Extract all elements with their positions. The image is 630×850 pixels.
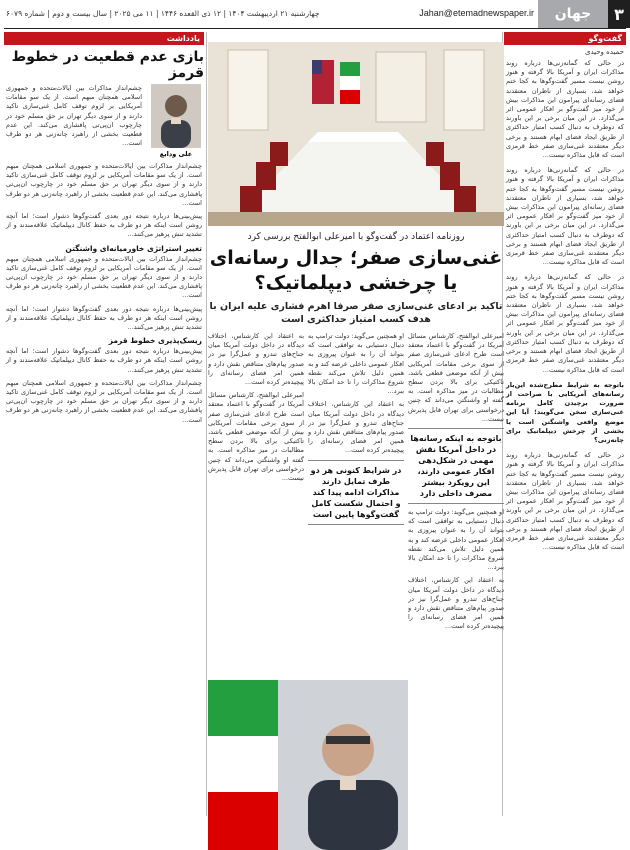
- page-number: ۳: [608, 0, 630, 28]
- story-subheadline: تاکید بر ادعای غنی‌سازی صفر صرفا اهرم فشاری علیه ایران با هدف کسب امتیاز حداکثری است: [209, 301, 503, 325]
- negotiation-room-photo: [208, 42, 504, 226]
- main-story: [208, 32, 504, 816]
- story-col-right-text: امیرعلی ابوالفتح، کارشناس مسائل آمریکا در گفت‌وگو با اعتماد معتقد است طرح ادعای غنی‌سازی صفر از سوی برخی مقامات آمریکایی بیش از آنکه موضعی قطعی باشد، تاکتیکی برای بالا بردن سطح مطالبات در میز مذاکره است. به گفته او واشنگتن می‌داند که چنین درخواستی برای تهران قابل پذیرش نیست...: [408, 332, 504, 423]
- interview-question: باتوجه به شرایط مطرح‌شده این‌بار رسانه‌های آمریکایی با صراحت از ضرورت برچیدن کامل برنامه غنی‌سازی سخن می‌گویند؛ آیا این موضع واقعی واشنگتن است یا بخشی از چرخش دیپلماتیک برای چانه‌زنی؟: [506, 380, 624, 444]
- header-rule: [4, 28, 626, 29]
- opinion-body-2: پیش‌بینی‌ها درباره نتیجه دور بعدی گفت‌وگوها دشوار است؛ اما آنچه روشن است اینکه هر دو طرف به حفظ کانال دیپلماتیک علاقه‌مندند و از تشدید تنش پرهیز می‌کنند...: [6, 212, 202, 239]
- story-headline: غنی‌سازی صفر؛ جدال رسانه‌ای یا چرخشی دیپلماتیک؟: [209, 247, 503, 294]
- opinion-body-5: پیش‌بینی‌ها درباره نتیجه دور بعدی گفت‌وگوها دشوار است؛ اما آنچه روشن است اینکه هر دو طرف به حفظ کانال دیپلماتیک علاقه‌مندند و از تشدید تنش پرهیز می‌کنند...: [6, 347, 202, 374]
- opinion-body-4: پیش‌بینی‌ها درباره نتیجه دور بعدی گفت‌وگوها دشوار است؛ اما آنچه روشن است اینکه هر دو طرف به حفظ کانال دیپلماتیک علاقه‌مندند و از تشدید تنش پرهیز می‌کنند...: [6, 304, 202, 332]
- interview-intro-repeat: در حالی که گمانه‌زنی‌ها درباره روند مذاکرات ایران و آمریکا بالا گرفته و هنوز روشن نیست مسیر گفت‌وگوها به کجا ختم خواهد شد، بسیاری از ناظران معتقدند فضای رسانه‌ای پیرامون این مذاکرات بیش از خود میز گفت‌وگو بر افکار عمومی اثر می‌گذارد. در این میان برخی بر این باورند که دوطرف به دنبال کسب امتیاز حداکثری از طریق ایجاد فضای ابهام هستند و برخی دیگر معتقدند غنی‌سازی صفر خط قرمزی است که قابل مذاکره نیست...: [506, 166, 624, 267]
- dateline: چهارشنبه ۲۱ اردیبهشت ۱۴۰۴ | ۱۲ ذی القعده ۱۴۴۶ | ۱۱ می ۲۰۲۵ | سال بیست و دوم | شماره ۶۰۷۹: [6, 9, 320, 18]
- story-col-right: [408, 332, 504, 816]
- opinion-subhead-2: ریسک‌پذیری خطوط قرمز: [108, 336, 202, 346]
- story-col-left-text: به اعتقاد این کارشناس، اختلاف دیدگاه در داخل دولت آمریکا میان جناح‌های تندرو و عمل‌گرا نیز در صدور پیام‌های متناقض نقش دارد و همین امر فضای رسانه‌ای را پیچیده‌تر کرده است...: [208, 332, 304, 387]
- interview-tag: گفت‌وگو: [504, 32, 626, 45]
- story-col-right-text-3: به اعتقاد این کارشناس، اختلاف دیدگاه در داخل دولت آمریکا میان جناح‌های تندرو و عمل‌گرا نیز در صدور پیام‌های متناقض نقش دارد و همین امر فضای رسانه‌ای را پیچیده‌تر کرده است...: [408, 576, 504, 631]
- opinion-body-3: چشم‌انداز مذاکرات بین ایالات‌متحده و جمهوری اسلامی همچنان مبهم است. از یک سو مقامات آمریکایی بر لزوم توقف کامل غنی‌سازی تاکید دارند و از سوی دیگر تهران بر حق مسلم خود در چارچوب ان‌پی‌تی پافشاری می‌کند. این عدم قطعیت بخشی از راهبرد چانه‌زنی هر دو طرف است...: [6, 254, 202, 300]
- interview-intro: در حالی که گمانه‌زنی‌ها درباره روند مذاکرات ایران و آمریکا بالا گرفته و هنوز روشن نیست مسیر گفت‌وگوها به کجا ختم خواهد شد، بسیاری از ناظران معتقدند فضای رسانه‌ای پیرامون این مذاکرات بیش از خود میز گفت‌وگو بر افکار عمومی اثر می‌گذارد. در این میان برخی بر این باورند که دوطرف به دنبال کسب امتیاز حداکثری از طریق ایجاد فضای ابهام هستند و برخی دیگر معتقدند غنی‌سازی صفر خط قرمزی است که قابل مذاکره نیست...: [506, 59, 624, 160]
- interview-byline: حمیده وحیدی: [584, 48, 624, 56]
- opinion-body-top: چشم‌انداز مذاکرات بین ایالات‌متحده و جمهوری اسلامی همچنان مبهم است. از یک سو مقامات آمریکایی بر لزوم توقف کامل غنی‌سازی تاکید دارند و از سوی دیگر تهران بر حق مسلم خود در چارچوب ان‌پی‌تی پافشاری می‌کند. این عدم قطعیت بخشی از راهبرد چانه‌زنی هر دو طرف است...: [6, 84, 142, 148]
- section-email[interactable]: Jahan@etemadnewspaper.ir: [419, 8, 534, 18]
- pull-quote-1: باتوجه به اینکه رسانه‌ها در داخل آمریکا نقش مهمی در شکل‌دهی افکار عمومی دارند، این رویکرد بیشتر مصرف داخلی دارد: [408, 428, 504, 504]
- page-header: [0, 0, 630, 28]
- opinion-subhead-1: تغییر استراتژی خاورمیانه‌ای واشنگتن: [65, 243, 202, 253]
- pull-quote-2: در شرایط کنونی هر دو طرف تمایل دارند مذاکرات ادامه پیدا کند و احتمال شکست کامل گفت‌وگوها پایین است: [308, 460, 404, 525]
- opinion-column: [4, 32, 204, 816]
- interview-answer: در حالی که گمانه‌زنی‌ها درباره روند مذاکرات ایران و آمریکا بالا گرفته و هنوز روشن نیست مسیر گفت‌وگوها به کجا ختم خواهد شد، بسیاری از ناظران معتقدند فضای رسانه‌ای پیرامون این مذاکرات بیش از خود میز گفت‌وگو بر افکار عمومی اثر می‌گذارد. در این میان برخی بر این باورند که دوطرف به دنبال کسب امتیاز حداکثری از طریق ایجاد فضای ابهام هستند و برخی دیگر معتقدند غنی‌سازی صفر خط قرمزی است که قابل مذاکره نیست...: [506, 451, 624, 552]
- story-col-middle-text-2: به اعتقاد این کارشناس، اختلاف دیدگاه در داخل دولت آمریکا میان جناح‌های تندرو و عمل‌گرا نیز در صدور پیام‌های متناقض نقش دارد و همین امر فضای رسانه‌ای را پیچیده‌تر کرده است...: [308, 400, 404, 455]
- interviewee-photo: [208, 680, 408, 850]
- opinion-tag: یادداشت: [4, 32, 204, 45]
- interview-column: [504, 32, 626, 816]
- story-col-middle-text: او همچنین می‌گوید: دولت ترامپ به دنبال دستیابی به توافقی است که بتواند آن را به عنوان پیروزی به افکار عمومی داخلی عرضه کند و به همین دلیل تلاش می‌کند نقطه شروع مذاکرات را تا حد امکان بالا ببرد...: [308, 332, 404, 396]
- author-box: [148, 84, 204, 158]
- opinion-body-1: چشم‌انداز مذاکرات بین ایالات‌متحده و جمهوری اسلامی همچنان مبهم است. از یک سو مقامات آمریکایی بر لزوم توقف کامل غنی‌سازی تاکید دارند و از سوی دیگر تهران بر حق مسلم خود در چارچوب ان‌پی‌تی پافشاری می‌کند. این عدم قطعیت بخشی از راهبرد چانه‌زنی هر دو طرف است...: [6, 162, 202, 207]
- story-col-right-text-2: او همچنین می‌گوید: دولت ترامپ به دنبال دستیابی به توافقی است که بتواند آن را به عنوان پیروزی به افکار عمومی داخلی عرضه کند و به همین دلیل تلاش می‌کند نقطه شروع مذاکرات را تا حد امکان بالا ببرد...: [408, 508, 504, 572]
- opinion-body-6: چشم‌انداز مذاکرات بین ایالات‌متحده و جمهوری اسلامی همچنان مبهم است. از یک سو مقامات آمریکایی بر لزوم توقف کامل غنی‌سازی تاکید دارند و از سوی دیگر تهران بر حق مسلم خود در چارچوب ان‌پی‌تی پافشاری می‌کند. این عدم قطعیت بخشی از راهبرد چانه‌زنی هر دو طرف است...: [6, 378, 202, 424]
- interview-intro-repeat-2: در حالی که گمانه‌زنی‌ها درباره روند مذاکرات ایران و آمریکا بالا گرفته و هنوز روشن نیست مسیر گفت‌وگوها به کجا ختم خواهد شد، بسیاری از ناظران معتقدند فضای رسانه‌ای پیرامون این مذاکرات بیش از خود میز گفت‌وگو بر افکار عمومی اثر می‌گذارد. در این میان برخی بر این باورند که دوطرف به دنبال کسب امتیاز حداکثری از طریق ایجاد فضای ابهام هستند و برخی دیگر معتقدند غنی‌سازی صفر خط قرمزی است که قابل مذاکره نیست...: [506, 273, 624, 374]
- column-divider-left: [206, 32, 207, 816]
- section-title: جهان: [538, 0, 608, 28]
- story-kicker: روزنامه اعتماد در گفت‌وگو با امیرعلی ابوالفتح بررسی کرد: [247, 232, 465, 242]
- opinion-headline: بازی عدم قطعیت در خطوط قرمز: [11, 49, 204, 81]
- author-photo: [151, 84, 201, 148]
- author-name: علی ودایع: [159, 150, 193, 158]
- story-col-left-text-2: امیرعلی ابوالفتح، کارشناس مسائل آمریکا در گفت‌وگو با اعتماد معتقد است طرح ادعای غنی‌سازی صفر از سوی برخی مقامات آمریکایی بیش از آنکه موضعی قطعی باشد، تاکتیکی برای بالا بردن سطح مطالبات در میز مذاکره است. به گفته او واشنگتن می‌داند که چنین درخواستی برای تهران قابل پذیرش نیست...: [208, 391, 304, 483]
